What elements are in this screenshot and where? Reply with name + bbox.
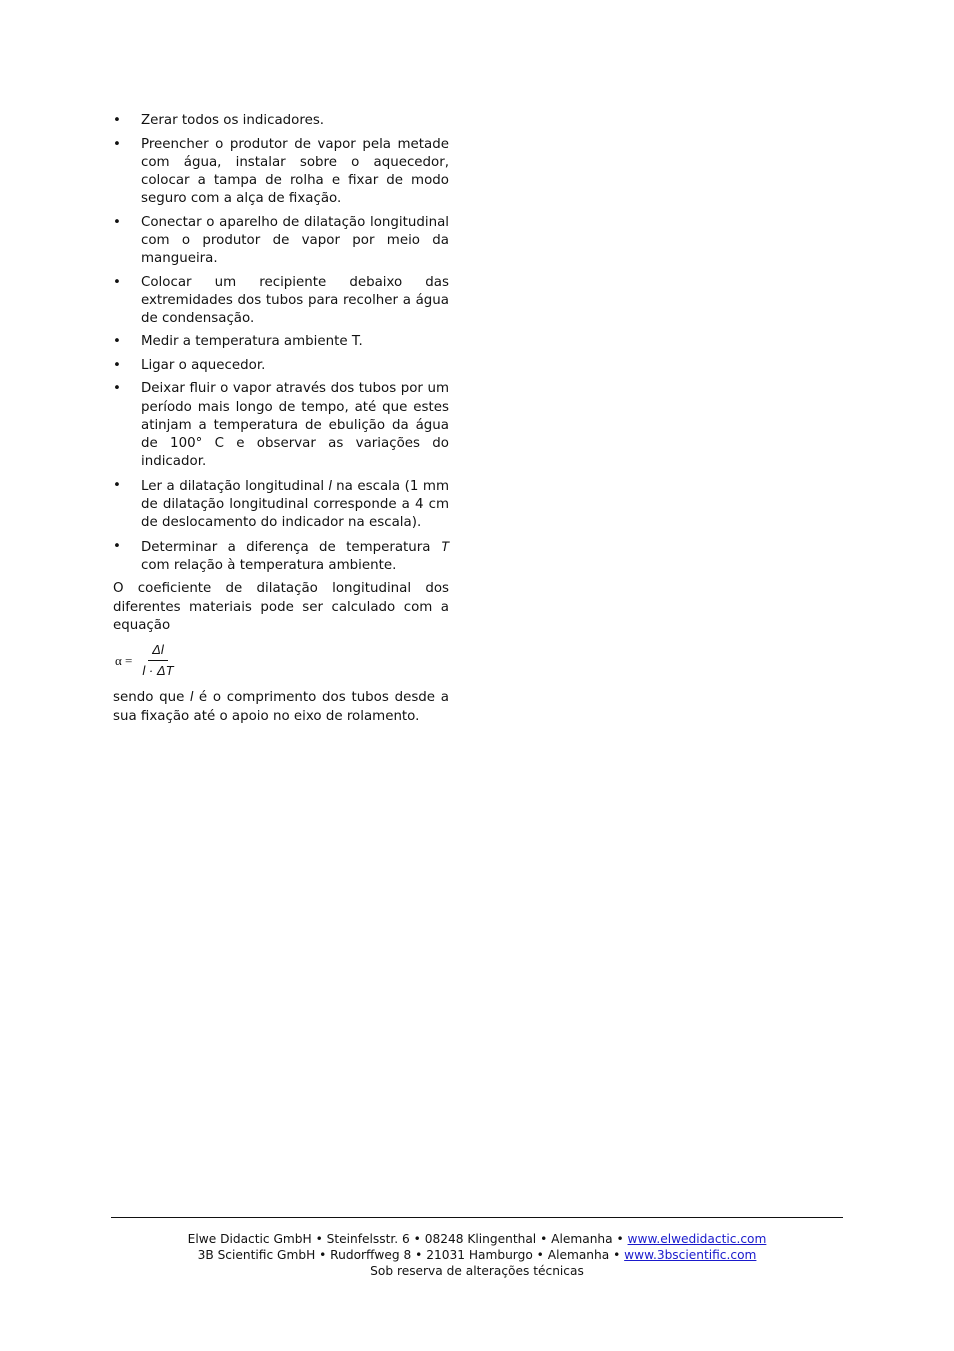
list-item: • Preencher o produtor de vapor pela metade com água, instalar sobre o aquecedor, colocar a tampa de rolha e fixar de modo seguro com a alça de fixação. — [113, 136, 449, 207]
list-item: • Zerar todos os indicadores. — [113, 112, 449, 130]
footer-disclaimer: Sob reserva de alterações técnicas — [370, 1264, 584, 1278]
list-item: • Deixar fluir o vapor através dos tubos por um período mais longo de tempo, até que estes atinjam a temperatura de ebulição da água de 100° C e observar as variações do indicador. — [113, 381, 449, 470]
footer-line-3b: 3B Scientific GmbH • Rudorffweg 8 • 21031 Hamburgo • Alemanha • www.3bscientific.com — [197, 1248, 757, 1262]
bullet-icon: • — [113, 136, 121, 152]
variable-l: l — [190, 689, 194, 705]
bullet-icon: • — [113, 334, 121, 350]
equation-denominator: l · ΔT — [142, 663, 174, 679]
elwedidactic-link[interactable]: www.elwedidactic.com — [627, 1232, 767, 1246]
variable-t: T — [440, 538, 449, 554]
list-item: • Ligar o aquecedor. — [113, 357, 449, 375]
equation-numerator: Δl — [148, 641, 168, 661]
footer-divider — [111, 1217, 843, 1218]
variable-l: l — [328, 477, 332, 493]
bullet-icon: • — [113, 538, 121, 554]
bullet-icon: • — [113, 113, 121, 128]
equation — [115, 641, 449, 680]
main-column — [113, 112, 449, 726]
bullet-icon: • — [113, 357, 121, 373]
bullet-icon: • — [113, 214, 121, 230]
equation-lhs: α = — [115, 652, 133, 668]
equation-fraction — [138, 641, 177, 680]
bullet-icon: • — [113, 477, 121, 493]
list-item: • Ler a dilatação longitudinal l na escala (1 mm de dilatação longitudinal corresponde a 4 cm de deslocamento do indicador na escala). — [113, 477, 449, 531]
footer-line-elwe: Elwe Didactic GmbH • Steinfelsstr. 6 • 08248 Klingenthal • Alemanha • www.elwedidactic.com — [187, 1232, 767, 1246]
list-item: • Medir a temperatura ambiente T. — [113, 333, 449, 351]
list-item: • Conectar o aparelho de dilatação longitudinal com o produtor de vapor por meio da mangueira. — [113, 214, 449, 267]
closing-paragraph: sendo que l é o comprimento dos tubos desde a sua fixação até o apoio no eixo de rolamento. — [113, 689, 449, 724]
procedure-list — [113, 112, 449, 575]
list-item: • Colocar um recipiente debaixo das extremidades dos tubos para recolher a água de condensação. — [113, 274, 449, 326]
3bscientific-link[interactable]: www.3bscientific.com — [624, 1248, 757, 1262]
bullet-icon: • — [113, 274, 121, 290]
list-item: • Determinar a diferença de temperatura T com relação à temperatura ambiente. — [113, 538, 449, 573]
intro-paragraph: O coeficiente de dilatação longitudinal dos diferentes materiais pode ser calculado com a equação — [113, 581, 449, 633]
bullet-icon: • — [113, 381, 121, 397]
footer — [111, 1231, 843, 1279]
